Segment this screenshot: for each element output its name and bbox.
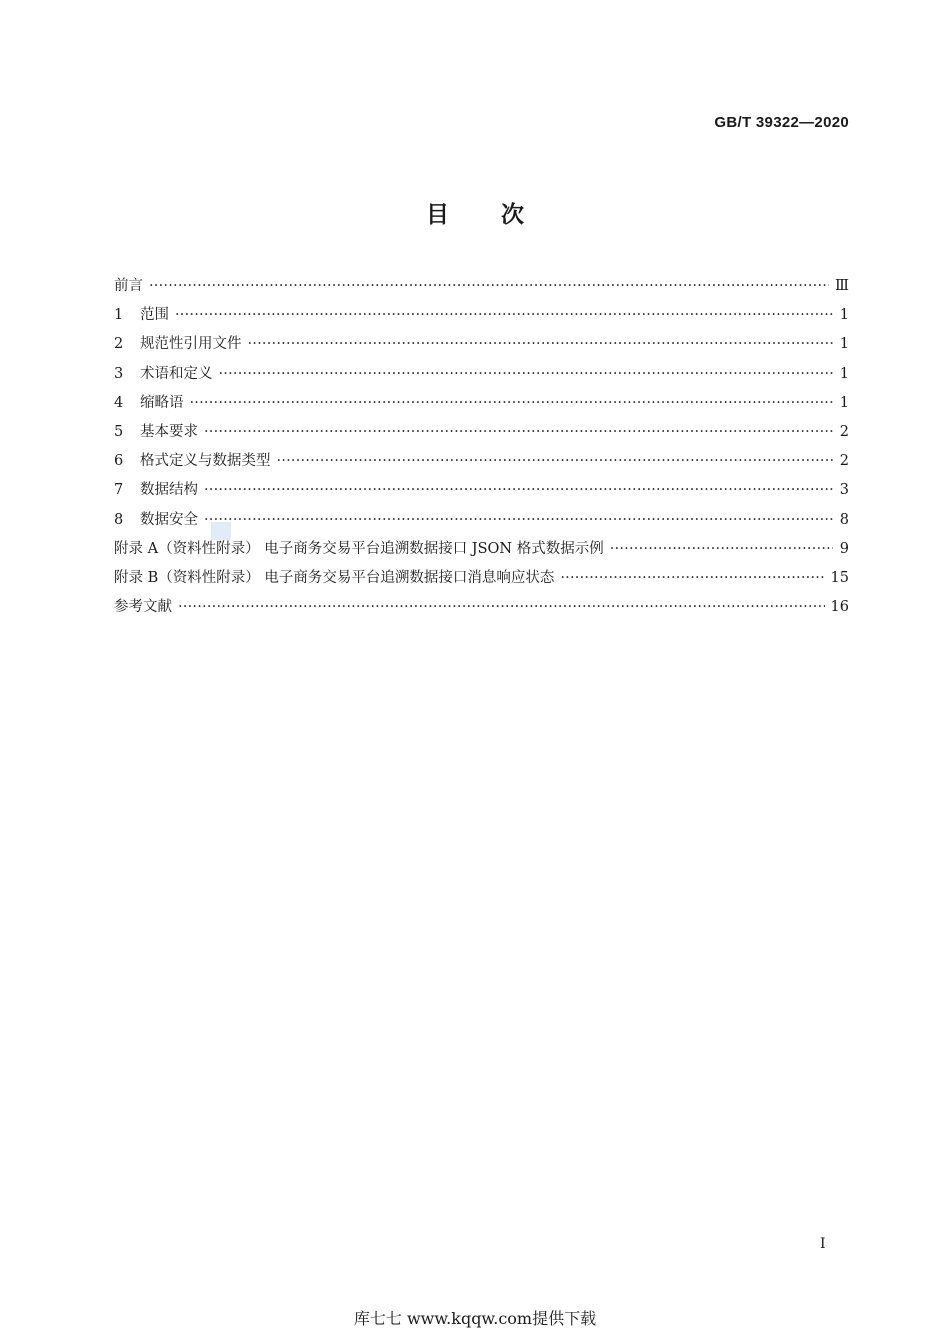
toc-entry-appendix-b[interactable] <box>114 564 849 593</box>
toc-title-char-1: 目 <box>426 202 449 228</box>
toc-entry-number: 8 <box>114 511 124 528</box>
toc-leader-dots <box>560 564 824 593</box>
toc-entry-label: 数据安全 <box>140 511 198 528</box>
toc-title-char-2: 次 <box>501 202 524 228</box>
toc-entry-basic-requirements[interactable] <box>114 418 849 447</box>
toc-entry-abbreviations[interactable] <box>114 389 849 418</box>
toc-entry-page: 1 <box>839 394 849 411</box>
toc-entry-bibliography[interactable] <box>114 593 849 622</box>
toc-leader-dots <box>149 272 829 301</box>
toc-entry-page: 1 <box>839 307 849 324</box>
toc-entry-number: 4 <box>114 394 124 411</box>
toc-entry-normative-references[interactable] <box>114 330 849 359</box>
toc-entry-label: 附录 B（资料性附录） 电子商务交易平台追溯数据接口消息响应状态 <box>114 569 555 586</box>
toc-entry-label: 术语和定义 <box>140 365 213 382</box>
toc-entry-label: 基本要求 <box>140 423 198 440</box>
toc-entry-label: 参考文献 <box>114 599 172 616</box>
toc-leader-dots <box>204 476 833 505</box>
toc-entry-page: 1 <box>839 365 849 382</box>
toc-leader-dots <box>178 593 825 622</box>
toc-entry-page: 8 <box>839 511 849 528</box>
toc-entry-label: 附录 A（资料性附录） 电子商务交易平台追溯数据接口 JSON 格式数据示例 <box>114 540 604 557</box>
toc-entry-scope[interactable] <box>114 301 849 330</box>
toc-entry-page: 2 <box>839 423 849 440</box>
toc-entry-number: 1 <box>114 307 124 324</box>
toc-leader-dots <box>248 330 834 359</box>
toc-entry-number: 3 <box>114 365 124 382</box>
toc-entry-label: 格式定义与数据类型 <box>140 453 271 470</box>
standard-code: GB/T 39322—2020 <box>714 114 849 131</box>
toc-entry-number: 5 <box>114 423 124 440</box>
toc-title <box>0 196 950 229</box>
toc-entry-page: 9 <box>839 540 849 557</box>
toc-leader-dots <box>190 389 834 418</box>
page-number: Ⅰ <box>820 1236 826 1252</box>
toc-leader-dots <box>175 301 833 330</box>
toc-entry-page: 1 <box>839 336 849 353</box>
toc-entry-page: 15 <box>830 569 849 586</box>
watermark-mark <box>211 522 231 540</box>
toc-leader-dots <box>204 506 833 535</box>
toc-entry-format-data-types[interactable] <box>114 447 849 476</box>
toc-list <box>114 272 849 622</box>
toc-entry-page: 2 <box>839 453 849 470</box>
toc-entry-page: 16 <box>830 599 849 616</box>
toc-entry-page: Ⅲ <box>835 278 849 294</box>
toc-entry-preface[interactable] <box>114 272 849 301</box>
footer-download-note: 库七七 www.kqqw.com提供下载 <box>353 1309 597 1328</box>
toc-entry-label: 缩略语 <box>140 394 184 411</box>
toc-entry-label: 前言 <box>114 278 143 294</box>
toc-leader-dots <box>204 418 833 447</box>
toc-entry-terms-definitions[interactable] <box>114 360 849 389</box>
toc-entry-number: 2 <box>114 336 124 353</box>
toc-leader-dots <box>219 360 834 389</box>
toc-leader-dots <box>277 447 834 476</box>
toc-entry-label: 范围 <box>140 307 169 324</box>
toc-entry-page: 3 <box>839 482 849 499</box>
toc-entry-number: 7 <box>114 482 124 499</box>
toc-entry-data-structure[interactable] <box>114 476 849 505</box>
toc-entry-label: 数据结构 <box>140 482 198 499</box>
toc-entry-number: 6 <box>114 453 124 470</box>
toc-entry-label: 规范性引用文件 <box>140 336 242 353</box>
toc-leader-dots <box>610 535 833 564</box>
